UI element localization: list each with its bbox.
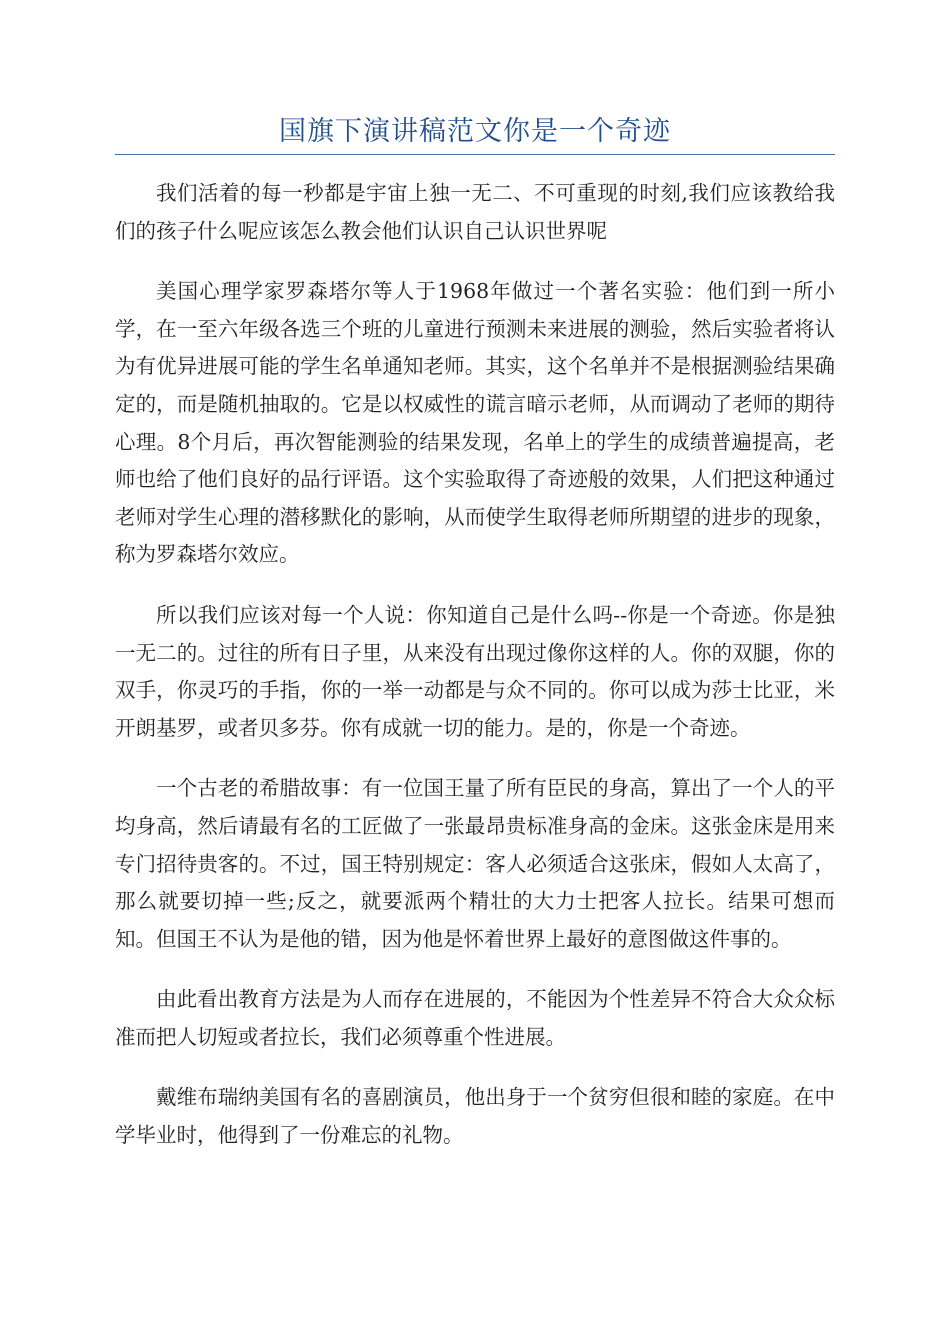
paragraph-5: 由此看出教育方法是为人而存在进展的，不能因为个性差异不符合大众众标准而把人切短或者拉长，我们必须尊重个性进展。: [115, 987, 835, 1049]
paragraph-1: 我们活着的每一秒都是宇宙上独一无二、不可重现的时刻,我们应该教给我们的孩子什么呢应该怎么教会他们认识自己认识世界呢: [115, 181, 835, 243]
document-body: [115, 175, 835, 1178]
paragraph-4: 一个古老的希腊故事：有一位国王量了所有臣民的身高，算出了一个人的平均身高，然后请最有名的工匠做了一张最昂贵标准身高的金床。这张金床是用来专门招待贵客的。不过，国王特别规定：客人必须适合这张床，假如人太高了，那么就要切掉一些;反之，就要派两个精壮的大力士把客人拉长。结果可想而知。但国王不认为是他的错，因为他是怀着世界上最好的意图做这件事的。: [115, 776, 835, 951]
paragraph-3: 所以我们应该对每一个人说：你知道自己是什么吗--你是一个奇迹。你是独一无二的。过往的所有日子里，从来没有出现过像你这样的人。你的双腿，你的双手，你灵巧的手指，你的一举一动都是与众不同的。你可以成为莎士比亚，米开朗基罗，或者贝多芬。你有成就一切的能力。是的，你是一个奇迹。: [115, 602, 835, 740]
paragraph-2: 美国心理学家罗森塔尔等人于1968年做过一个著名实验：他们到一所小学，在一至六年级各选三个班的儿童进行预测未来进展的测验，然后实验者将认为有优异进展可能的学生名单通知老师。其实，这个名单并不是根据测验结果确定的，而是随机抽取的。它是以权威性的谎言暗示老师，从而调动了老师的期待心理。8个月后，再次智能测验的结果发现，名单上的学生的成绩普遍提高，老师也给了他们良好的品行评语。这个实验取得了奇迹般的效果，人们把这种通过老师对学生心理的潜移默化的影响，从而使学生取得老师所期望的进步的现象，称为罗森塔尔效应。: [115, 279, 835, 567]
document-title: 国旗下演讲稿范文你是一个奇迹: [279, 116, 671, 147]
paragraph-6: 戴维布瑞纳美国有名的喜剧演员，他出身于一个贫穷但很和睦的家庭。在中学毕业时，他得到了一份难忘的礼物。: [115, 1085, 835, 1148]
title-underline: [115, 154, 835, 155]
